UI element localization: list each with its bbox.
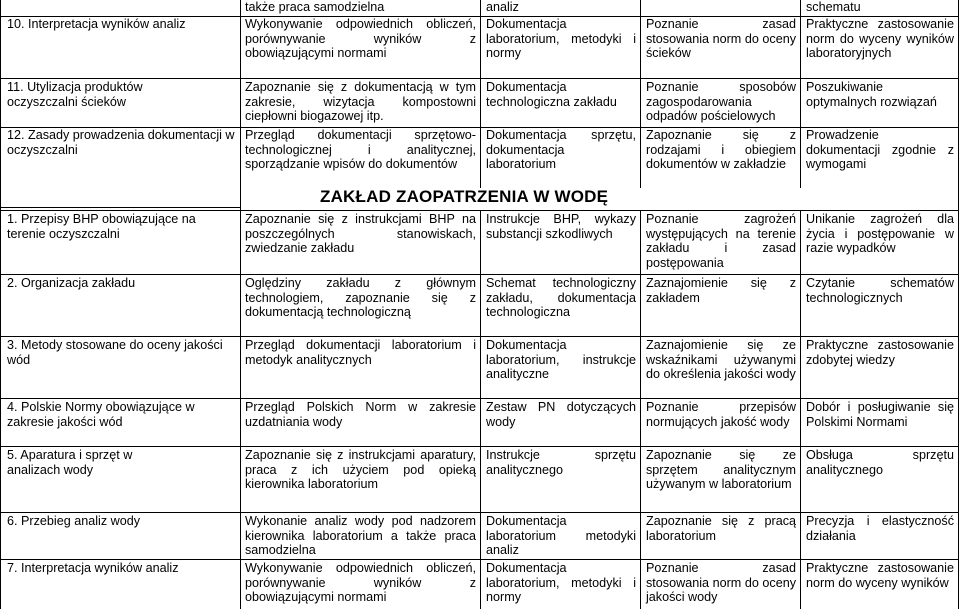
subject-cell: 6. Przebieg analiz wody: [7, 514, 141, 528]
skills-cell: schematu: [806, 0, 861, 14]
row-divider: [0, 336, 959, 337]
activity-cell: Oględziny zakładu z głównym technologiem, zapoznanie się z dokumentacją technologiczną: [245, 276, 476, 320]
row-divider: [0, 207, 241, 208]
column-divider: [800, 210, 801, 609]
subject-cell: 11. Utylizacja produktów oczyszczalni ścieków: [7, 80, 143, 109]
activity-cell: Przegląd dokumentacji laboratorium i metodyk analitycznych: [245, 338, 476, 367]
knowledge-cell: Poznanie przepisów normujących jakość wody: [646, 400, 796, 429]
subject-cell: 4. Polskie Normy obowiązujące w zakresie jakości wód: [7, 400, 195, 429]
row-divider: [0, 78, 959, 79]
materials-cell: analiz: [486, 0, 519, 14]
knowledge-cell: Poznanie zagrożeń występujących na terenie zakładu i zasad postępowania: [646, 212, 796, 270]
column-divider: [240, 0, 241, 609]
subject-cell: 10. Interpretacja wyników analiz: [7, 17, 186, 31]
column-divider: [800, 0, 801, 188]
skills-cell: Czytanie schematów technologicznych: [806, 276, 954, 305]
row-divider: [0, 446, 959, 447]
knowledge-cell: Zapoznanie się z rodzajami i obiegiem dokumentów w zakładzie: [646, 128, 796, 172]
skills-cell: Precyzja i elastyczność działania: [806, 514, 954, 543]
skills-cell: Praktyczne zastosowanie norm do wyceny wyników: [806, 561, 954, 590]
skills-cell: Unikanie zagrożeń dla życia i postępowanie w razie wypadków: [806, 212, 954, 256]
materials-cell: Instrukcje BHP, wykazy substancji szkodliwych: [486, 212, 636, 241]
materials-cell: Dokumentacja technologiczna zakładu: [486, 80, 617, 109]
skills-cell: Praktyczne zastosowanie zdobytej wiedzy: [806, 338, 954, 367]
materials-cell: Dokumentacja laboratorium metodyki analiz: [486, 514, 636, 558]
materials-cell: Instrukcje sprzętu analitycznego: [486, 448, 636, 477]
materials-cell: Zestaw PN dotyczących wody: [486, 400, 636, 429]
subject-cell: 1. Przepisy BHP obowiązujące na terenie oczyszczalni: [7, 212, 196, 241]
activity-cell: Przegląd Polskich Norm w zakresie uzdatniania wody: [245, 400, 476, 429]
activity-cell: Zapoznanie się z dokumentacją w tym zakresie, wizytacja kompostowni ciepłowni biogazowej itp.: [245, 80, 476, 124]
subject-cell: 7. Interpretacja wyników analiz: [7, 561, 179, 575]
materials-cell: Dokumentacja sprzętu, dokumentacja laboratorium: [486, 128, 636, 172]
column-divider: [480, 0, 481, 188]
activity-cell: także praca samodzielna: [245, 0, 385, 14]
knowledge-cell: Poznanie sposobów zagospodarowania odpadów pościelowych: [646, 80, 796, 124]
activity-cell: Wykonywanie odpowiednich obliczeń, porównywanie wyników z obowiązującymi normami: [245, 17, 476, 61]
column-divider: [640, 210, 641, 609]
knowledge-cell: Poznanie zasad stosowania norm do oceny ścieków: [646, 17, 796, 61]
skills-cell: Poszukiwanie optymalnych rozwiązań: [806, 80, 937, 109]
knowledge-cell: Poznanie zasad stosowania norm do oceny jakości wody: [646, 561, 796, 605]
subject-cell: 2. Organizacja zakładu: [7, 276, 136, 290]
column-divider: [480, 210, 481, 609]
materials-cell: Dokumentacja laboratorium, metodyki i normy: [486, 17, 636, 61]
row-divider: [0, 512, 959, 513]
row-divider: [0, 274, 959, 275]
row-divider: [0, 398, 959, 399]
row-divider: [0, 559, 959, 560]
materials-cell: Dokumentacja laboratorium, metodyki i normy: [486, 561, 636, 605]
skills-cell: Obsługa sprzętu analitycznego: [806, 448, 954, 477]
subject-cell: 5. Aparatura i sprzęt w analizach wody: [7, 448, 133, 477]
materials-cell: Dokumentacja laboratorium, instrukcje analityczne: [486, 338, 636, 382]
activity-cell: Zapoznanie się z instrukcjami aparatury, praca z ich użyciem pod opieką kierownika laboratorium: [245, 448, 476, 492]
subject-cell: 12. Zasady prowadzenia dokumentacji w oczyszczalni: [7, 128, 235, 157]
materials-cell: Schemat technologiczny zakładu, dokumentacja technologiczna: [486, 276, 636, 320]
activity-cell: Zapoznanie się z instrukcjami BHP na poszczególnych stanowiskach, zwiedzanie zakładu: [245, 212, 476, 256]
section-title: ZAKŁAD ZAOPATRZENIA W WODĘ: [320, 187, 609, 206]
subject-cell: 3. Metody stosowane do oceny jakości wód: [7, 338, 223, 367]
skills-cell: Praktyczne zastosowanie norm do wyceny wyników laboratoryjnych: [806, 17, 954, 61]
table-border-left: [0, 0, 1, 609]
table-border-right: [958, 0, 959, 609]
skills-cell: Dobór i posługiwanie się Polskimi Normami: [806, 400, 954, 429]
activity-cell: Przegląd dokumentacji sprzętowo-technologicznej i analitycznej, sporządzanie wpisów do dokumentów: [245, 128, 476, 172]
knowledge-cell: Zapoznanie się ze sprzętem analitycznym używanym w laboratorium: [646, 448, 796, 492]
knowledge-cell: Zaznajomienie się z zakładem: [646, 276, 796, 305]
activity-cell: Wykonanie analiz wody pod nadzorem kierownika laboratorium a także praca samodzielna: [245, 514, 476, 558]
skills-cell: Prowadzenie dokumentacji zgodnie z wymogami: [806, 128, 954, 172]
activity-cell: Wykonywanie odpowiednich obliczeń, porównywanie wyników z obowiązującymi normami: [245, 561, 476, 605]
column-divider: [640, 0, 641, 188]
knowledge-cell: Zaznajomienie się ze wskaźnikami używanymi do określenia jakości wody: [646, 338, 796, 382]
knowledge-cell: Zapoznanie się z pracą laboratorium: [646, 514, 796, 543]
row-divider: [0, 210, 959, 211]
